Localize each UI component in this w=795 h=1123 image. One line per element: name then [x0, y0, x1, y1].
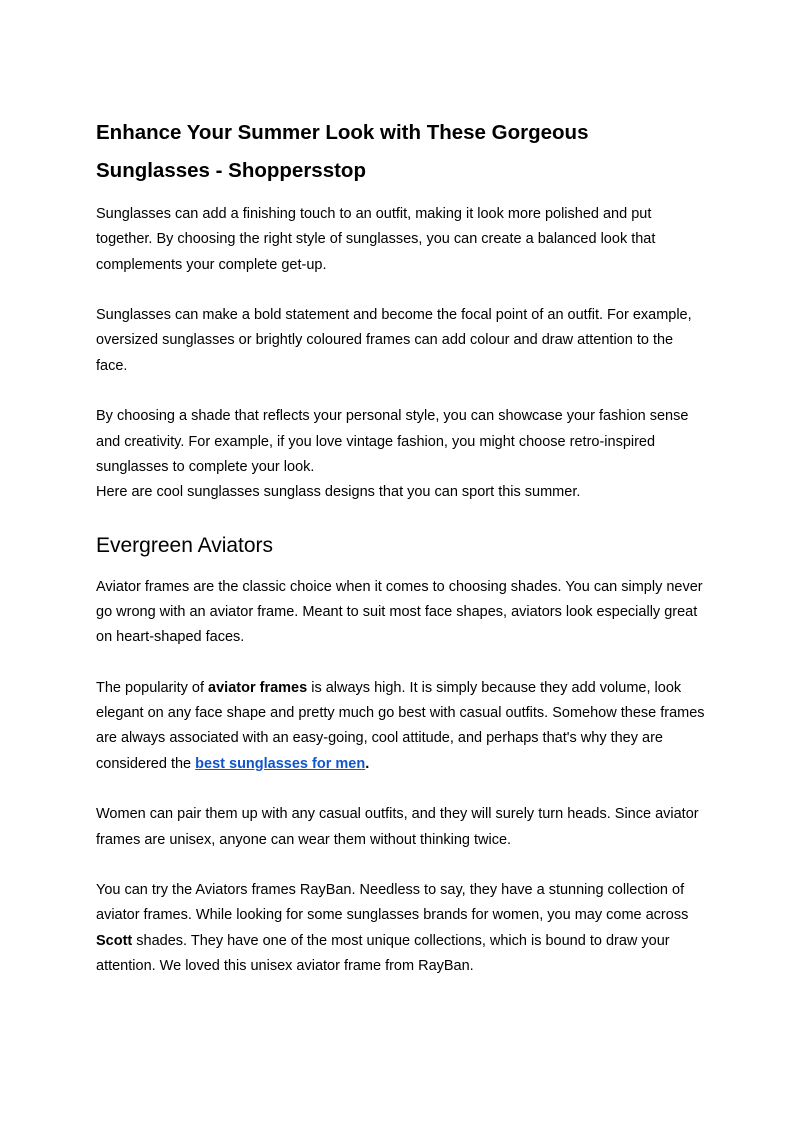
aviators-p4-start: You can try the Aviators frames RayBan. Needless to say, they have a stunning collection of aviator frames. While looking for some sunglasses brands for women, you may come across	[96, 882, 689, 924]
article-title: Enhance Your Summer Look with These Gorgeous Sunglasses - Shoppersstop	[96, 121, 589, 182]
best-sunglasses-for-men-link[interactable]: best sunglasses for men	[195, 755, 366, 772]
intro-paragraph-3: By choosing a shade that reflects your personal style, you can showcase your fashion sense and creativity. For example, if you love vintage fashion, you might choose retro-inspired sunglasses to complete your look.	[96, 408, 689, 475]
aviators-p2-middle: is always high. It is simply because they add volume, look elegant on any face shape and pretty much go best with casual outfits. Somehow these frames are always associated with an easy-going, cool attitude, and perhaps that's why they are considered the	[96, 679, 705, 772]
section-heading-aviators: Evergreen Aviators	[96, 533, 274, 557]
aviators-p2-end: .	[365, 755, 370, 772]
aviators-p4-end: shades. They have one of the most unique collections, which is bound to draw your attention. We loved this unisex aviator frame from RayBan.	[96, 932, 670, 975]
intro-paragraph-2: Sunglasses can make a bold statement and become the focal point of an outfit. For example, oversized sunglasses or brightly coloured frames can add colour and draw attention to the face.	[96, 307, 692, 374]
aviators-paragraph-2	[96, 676, 706, 777]
article-body	[96, 114, 706, 979]
intro-paragraph-1: Sunglasses can add a finishing touch to an outfit, making it look more polished and put together. By choosing the right style of sunglasses, you can create a balanced look that complements your complete get-up.	[96, 206, 656, 273]
intro-paragraph-4: Here are cool sunglasses sunglass designs that you can sport this summer.	[96, 484, 581, 501]
aviators-paragraph-3: Women can pair them up with any casual outfits, and they will surely turn heads. Since aviator frames are unisex, anyone can wear them without thinking twice.	[96, 806, 699, 848]
aviators-paragraph-4	[96, 878, 706, 979]
aviators-paragraph-1: Aviator frames are the classic choice when it comes to choosing shades. You can simply never go wrong with an aviator frame. Meant to suit most face shapes, aviators look especially great on heart-shaped faces.	[96, 578, 703, 646]
aviators-p2-start: The popularity of	[96, 679, 209, 696]
aviator-frames-bold: aviator frames	[208, 679, 308, 696]
scott-bold: Scott	[96, 932, 133, 949]
